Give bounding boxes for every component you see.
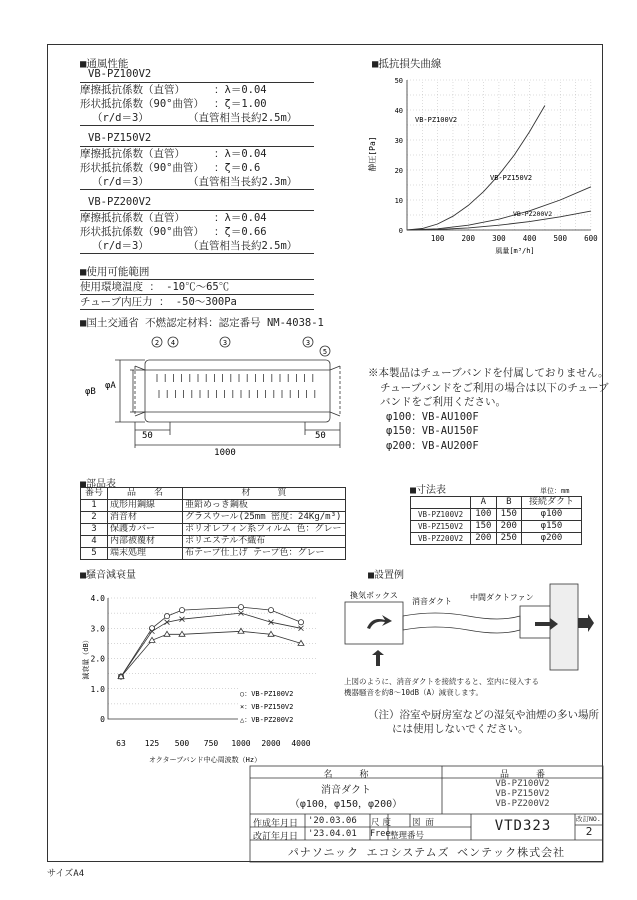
dim-cell: 150 [471,521,496,533]
vent-row [80,97,314,111]
vent-box [80,210,314,254]
install-label: 換気ボックス [350,591,398,600]
vent-label: 摩擦抵抗係数（直管） [80,148,185,160]
vent-value: ：λ＝0.04 [214,84,267,96]
install-note-line: 機器騒音を約8～10dB（A）減衰します。 [344,688,483,697]
vent-label: 摩擦抵抗係数（直管） [80,212,185,224]
parts-cell: 亜鉛めっき鋼板 [183,500,346,512]
part-callout: 3 [305,339,311,347]
loss-ytick: 40 [394,107,403,115]
noise-xtick: 125 [144,739,160,748]
install-note [344,676,539,698]
dim-header-cell [411,497,471,509]
paper-size: サイズA4 [47,869,85,879]
table-row [81,524,346,536]
band-note-line: φ150：VB-AU150F [386,425,479,437]
loss-xlabel: 風量[m³/h] [495,247,535,255]
loss-ylabel: 静圧[Pa] [368,136,377,172]
dim-cell: VB-PZ200V2 [411,533,471,545]
tb-rev: 2 [585,825,593,838]
title-block [250,766,603,862]
loss-xtick: 300 [492,234,506,243]
band-note-line: φ100：VB-AU100F [386,410,479,423]
vent-value: ：ζ＝1.00 [214,98,267,110]
dim-cell: 200 [471,533,496,545]
tb-revised-label: 改訂年月日 [253,832,299,842]
loss-xtick: 500 [553,234,567,243]
loss-xtick: 600 [584,234,598,243]
vent-value: （直管相当長約2.5m） [188,112,298,124]
dim-l1: 50 [142,431,153,441]
parts-header-cell: 材 質 [183,488,346,500]
parts-cell: 成形用鋼線 [108,500,183,512]
dim-table [410,496,582,545]
parts-cell: 端末処理 [108,548,183,560]
parts-cell: グラスウール(25mm 密度：24Kg/m³) [183,512,346,524]
vent-row [80,211,314,225]
tb-rev-label: 改訂NO. [576,815,601,823]
parts-header-cell: 品 名 [108,488,183,500]
band-note-line: チューブバンドをご利用の場合は以下のチューブ [380,381,609,394]
table-row [81,536,346,548]
loss-xtick: 100 [430,234,445,243]
band-note [368,366,608,453]
vent-row [80,225,314,239]
vent-model: VB-PZ100V2 [88,68,152,80]
part-callout: 5 [322,348,328,356]
loss-series-label: VB-PZ100V2 [415,116,458,124]
dim-length: 1000 [214,448,236,458]
parts-cell: 5 [81,548,108,560]
noise-chart [80,578,330,768]
noise-legend-item: ×：VB-PZ150V2 [240,703,294,711]
band-note-line: φ200：VB-AU200F [386,439,479,452]
dim-a: φA [105,381,116,391]
parts-cell: 内部被覆材 [108,536,183,548]
vent-row [80,161,314,175]
tb-scale: Free [370,829,391,839]
table-row [81,512,346,524]
vent-label: （r/d＝3） [92,240,149,252]
loss-ytick: 20 [394,167,403,175]
tb-code: VB-PZ100V2 [495,779,550,789]
noise-series-line [121,631,301,676]
noise-xlabel: オクターブバンド中心周波数（Hz） [148,756,262,764]
tb-name: 消音ダクト [321,785,371,796]
noise-xtick: 63 [116,739,126,748]
parts-cell: 保護カバー [108,524,183,536]
noise-ylabel: 減衰量（dB） [82,636,90,680]
dim-cell: 200 [496,521,521,533]
noise-legend-item: △：VB-PZ200V2 [240,716,294,724]
parts-cell: 布テープ仕上げ テープ色：グレー [183,548,346,560]
table-row [81,500,346,512]
vent-value: ：ζ＝0.6 [214,162,261,174]
loss-xtick: 400 [522,234,537,243]
install-label: 中間ダクトファン [470,593,534,602]
vent-box [80,82,314,126]
dim-b: φB [85,387,96,397]
usage-row: 使用環境温度 ： -10℃～65℃ [80,280,314,295]
noise-ytick: 2.0 [90,654,105,664]
install-diagram [340,580,595,675]
parts-cell: ポリオレフィン系フィルム 色：グレー [183,524,346,536]
part-callout: 4 [170,339,176,347]
dim-cell: VB-PZ100V2 [411,509,471,521]
parts-cell: 4 [81,536,108,548]
noise-ytick: 4.0 [90,594,105,603]
parts-cell: 1 [81,500,108,512]
vent-row [80,111,314,125]
dim-cell: 250 [496,533,521,545]
noise-ytick: 0 [100,715,105,724]
noise-data-point [238,628,244,633]
loss-ytick: 50 [394,77,403,85]
dim-cell: φ100 [522,509,582,521]
noise-xtick: 2000 [261,739,281,748]
tb-code-header: 品 番 [499,770,545,780]
parts-table [80,487,346,560]
dim-title: ■寸法表 [410,485,447,496]
tb-scale-label: 尺度 [371,818,395,828]
tb-revised: '23.04.01 [308,829,357,839]
part-callout: 3 [222,339,228,347]
part-callout: 2 [154,339,160,347]
vent-value: ：λ＝0.04 [214,148,267,160]
tb-company: パナソニック エコシステムズ ベンテック株式会社 [287,846,566,859]
table-row [411,533,582,545]
vent-box [80,146,314,190]
vent-value: （直管相当長約2.3m） [188,176,298,188]
tb-name-sub: （φ100，φ150，φ200） [289,799,403,810]
noise-data-point [238,604,243,609]
noise-data-point [164,631,170,636]
vent-label: 摩擦抵抗係数（直管） [80,84,185,96]
usage-row: チューブ内圧力 ： -50～300Pa [80,296,237,308]
dim-cell: 150 [496,509,521,521]
vent-row [80,175,314,189]
loss-series-label: VB-PZ200V2 [513,210,553,218]
parts-cell: 消音材 [108,512,183,524]
tb-fig-label: 図面 [412,818,440,828]
tb-created: '20.03.06 [308,816,357,826]
loss-chart-title: ■抵抗損失曲線 [372,58,442,70]
noise-title: ■騒音減衰量 [80,570,137,581]
parts-header-cell: 番号 [81,488,108,500]
noise-xtick: 500 [174,739,190,748]
loss-chart [355,70,598,265]
cert-text: ■国土交通省 不燃認定材料：認定番号 NM-4038-1 [80,317,324,329]
parts-title: ■部品表 [80,479,117,490]
vent-label: （r/d＝3） [92,176,149,188]
noise-data-point [179,608,184,613]
dim-unit: 単位：mm [540,487,570,495]
tb-name-header: 名 称 [323,770,369,780]
table-row [411,509,582,521]
loss-ytick: 10 [394,197,403,205]
install-note-line: 上図のように、消音ダクトを接続すると、室内に侵入する [344,677,539,686]
loss-ytick: 30 [394,137,403,145]
usage-box [80,279,314,310]
dim-cell: φ150 [522,521,582,533]
tb-created-label: 作成年月日 [253,819,299,829]
vent-row [80,239,314,253]
install-warning-line: （注）浴室や厨房室などの湿気や油煙の多い場所 [368,709,599,721]
noise-xtick: 1000 [231,739,251,748]
duct-drawing [75,330,350,465]
loss-xtick: 200 [461,234,476,243]
vent-value: ：ζ＝0.66 [214,226,267,238]
dim-l2: 50 [315,431,326,441]
vent-label: 形状抵抗係数（90°曲管） [80,98,204,110]
vent-model: VB-PZ200V2 [88,196,152,208]
loss-series-label: VB-PZ150V2 [490,174,533,182]
noise-data-point [268,608,273,613]
dim-cell: φ200 [522,533,582,545]
vent-value: （直管相当長約2.5m） [188,240,298,252]
noise-series-line [121,607,301,677]
dim-header-cell: B [496,497,521,509]
noise-xtick: 4000 [291,739,311,748]
vent-model: VB-PZ150V2 [88,132,152,144]
noise-ytick: 1.0 [90,684,105,694]
dim-header-cell: 接続ダクト [522,497,582,509]
vent-row [80,147,314,161]
vent-label: （r/d＝3） [92,112,149,124]
dim-header-cell: A [471,497,496,509]
install-label: 消音ダクト [412,597,452,606]
dim-cell: VB-PZ150V2 [411,521,471,533]
noise-legend-item: ○：VB-PZ100V2 [240,690,294,698]
tb-docno: VTD323 [494,818,552,834]
noise-ytick: 3.0 [90,624,105,634]
parts-cell: 2 [81,512,108,524]
parts-cell: ポリエステル不織布 [183,536,346,548]
install-title: ■設置例 [368,570,405,581]
vent-label: 形状抵抗係数（90°曲管） [80,162,204,174]
vent-title: ■通風性能 [80,58,129,70]
table-row [411,521,582,533]
band-note-line: ※本製品はチューブバンドを付属しておりません。 [368,367,609,379]
tb-code: VB-PZ150V2 [495,789,550,799]
tb-codes [442,779,603,809]
install-warning [368,708,599,736]
vent-label: 形状抵抗係数（90°曲管） [80,226,204,238]
parts-cell: 3 [81,524,108,536]
tb-fig2-label: 整理番号 [390,831,425,841]
loss-ytick: 0 [398,227,403,235]
noise-xtick: 750 [203,739,219,748]
table-row [81,548,346,560]
dim-cell: 100 [471,509,496,521]
tb-code: VB-PZ200V2 [495,799,550,809]
usage-title: ■使用可能範囲 [80,266,150,278]
band-note-line: バンドをご利用ください。 [380,396,506,408]
install-warning-line: には使用しないでください。 [392,723,529,735]
vent-row [80,83,314,97]
vent-value: ：λ＝0.04 [214,212,267,224]
noise-data-point [298,620,303,625]
noise-data-point [164,614,169,619]
